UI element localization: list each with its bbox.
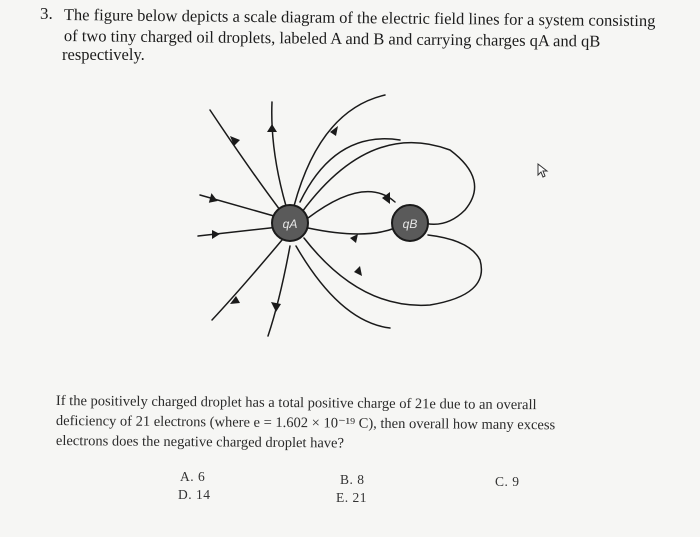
option-a[interactable]: A. 6 (180, 469, 206, 484)
field-line (300, 139, 400, 202)
option-c[interactable]: C. 9 (495, 474, 520, 489)
charge-b-label: qB (402, 217, 418, 231)
option-e[interactable]: E. 21 (336, 490, 367, 505)
option-b[interactable]: B. 8 (340, 472, 365, 487)
charge-a-label: qA (282, 217, 298, 231)
option-d[interactable]: D. 14 (178, 487, 211, 502)
prompt-line-3: electrons does the negative charged droplet have? (55, 433, 344, 452)
prompt-line-1: If the positively charged droplet has a total positive charge of 21e due to an overall (55, 393, 537, 414)
arrowhead (209, 193, 219, 205)
prompt-line-2: deficiency of 21 electrons (where e = 1.602 × 10⁻¹⁹ C), then overall how many excess (55, 413, 556, 434)
question-text-line-3: respectively. (62, 45, 145, 64)
arrowhead (271, 302, 281, 312)
field-line (272, 102, 286, 206)
field-line (210, 110, 280, 210)
arrowhead (350, 234, 358, 243)
field-line (308, 192, 395, 218)
arrowhead (354, 266, 362, 276)
question-text-line-1: The figure below depicts a scale diagram of the electric field lines for a system consisting (63, 5, 656, 31)
question-text-line-2: of two tiny charged oil droplets, labeled A and B and carrying charges qA and qB (63, 26, 601, 51)
field-line-diagram (190, 90, 490, 340)
field-line (296, 246, 390, 328)
field-line (302, 143, 475, 225)
arrowhead (230, 296, 240, 304)
field-line (212, 240, 282, 320)
mouse-cursor-icon (536, 162, 550, 178)
question-number: 3. (40, 4, 53, 23)
arrowhead (267, 124, 277, 132)
arrowhead (212, 230, 220, 239)
field-line (268, 246, 290, 336)
field-line (308, 228, 395, 234)
